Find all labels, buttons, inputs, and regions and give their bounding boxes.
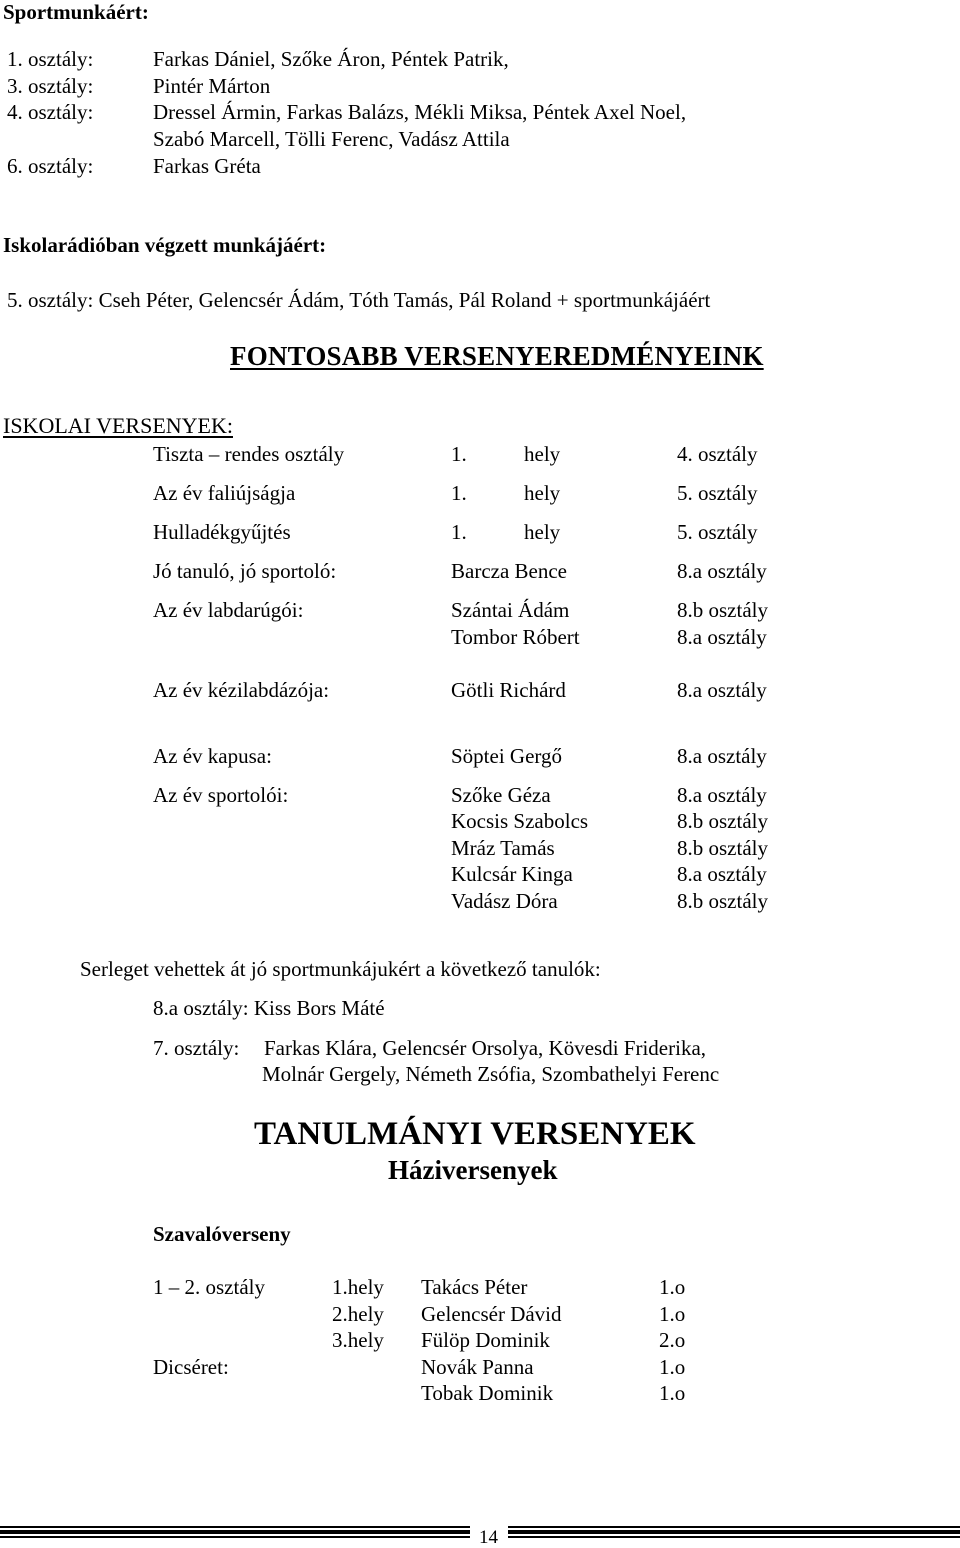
trophy-line-1: 8.a osztály: Kiss Bors Máté <box>153 996 385 1020</box>
school-row-3-name: Hulladékgyűjtés <box>153 520 291 544</box>
school-row-2-class: 5. osztály <box>677 481 758 505</box>
award-1-name: Barcza Bence <box>451 559 568 583</box>
award-2-category: Az év labdarúgói: <box>153 598 304 622</box>
sport-class-2: 3. osztály: <box>7 74 94 98</box>
award-6-class: 8.a osztály <box>677 783 767 807</box>
sport-class-3: 4. osztály: <box>7 100 94 124</box>
school-row-1-rank: 1. <box>451 442 467 466</box>
school-row-3-class: 5. osztály <box>677 520 758 544</box>
award-4-category: Az év kézilabdázója: <box>153 678 330 702</box>
sport-names-4: Szabó Marcell, Tölli Ferenc, Vadász Attila <box>153 127 510 151</box>
award-2-name: Szántai Ádám <box>451 598 570 622</box>
page-number: 14 <box>479 1527 498 1548</box>
school-competitions-title: ISKOLAI VERSENYEK: <box>3 413 233 438</box>
studies-row-3-place: 3.hely <box>332 1328 384 1352</box>
award-7-name: Kocsis Szabolcs <box>451 809 589 833</box>
award-10-name: Vadász Dóra <box>451 889 558 913</box>
section-title-sport: Sportmunkáért: <box>3 0 149 24</box>
studies-row-3-name: Fülöp Dominik <box>421 1328 550 1352</box>
sport-names-1: Farkas Dániel, Szőke Áron, Péntek Patrik, <box>153 47 509 71</box>
award-5-category: Az év kapusa: <box>153 744 272 768</box>
studies-row-2-place: 2.hely <box>332 1302 384 1326</box>
studies-row-4-name: Novák Panna <box>421 1355 534 1379</box>
school-row-2-name: Az év faliújságja <box>153 481 296 505</box>
studies-row-1-place: 1.hely <box>332 1275 384 1299</box>
award-8-class: 8.b osztály <box>677 836 768 860</box>
school-row-3-place: hely <box>524 520 561 544</box>
studies-row-4-class: 1.o <box>659 1355 686 1379</box>
sport-class-1: 1. osztály: <box>7 47 94 71</box>
award-6-name: Szőke Géza <box>451 783 551 807</box>
sport-class-5: 6. osztály: <box>7 154 94 178</box>
studies-row-5-class: 1.o <box>659 1381 686 1405</box>
sport-names-5: Farkas Gréta <box>153 154 261 178</box>
studies-row-1-class: 1.o <box>659 1275 686 1299</box>
studies-row-2-class: 1.o <box>659 1302 686 1326</box>
school-row-1-name: Tiszta – rendes osztály <box>153 442 345 466</box>
trophy-line-2-class: 7. osztály: <box>153 1036 240 1060</box>
award-5-name: Söptei Gergő <box>451 744 563 768</box>
award-4-name: Götli Richárd <box>451 678 566 702</box>
award-1-category: Jó tanuló, jó sportoló: <box>153 559 337 583</box>
award-7-class: 8.b osztály <box>677 809 768 833</box>
studies-row-1-group: 1 – 2. osztály <box>153 1275 265 1299</box>
school-row-3-rank: 1. <box>451 520 467 544</box>
award-9-class: 8.a osztály <box>677 862 767 886</box>
trophy-line-3-names: Molnár Gergely, Németh Zsófia, Szombathelyi Ferenc <box>262 1062 720 1086</box>
award-10-class: 8.b osztály <box>677 889 768 913</box>
award-1-class: 8.a osztály <box>677 559 767 583</box>
trophy-intro: Serleget vehettek át jó sportmunkájukért a következő tanulók: <box>80 957 601 981</box>
award-2-class: 8.b osztály <box>677 598 768 622</box>
sport-names-3: Dressel Ármin, Farkas Balázs, Mékli Miksa, Péntek Axel Noel, <box>153 100 687 124</box>
section-title-radio: Iskolarádióban végzett munkájáért: <box>3 233 327 257</box>
sport-names-2: Pintér Márton <box>153 74 271 98</box>
results-heading: FONTOSABB VERSENYEREDMÉNYEINK <box>230 341 764 371</box>
award-9-name: Kulcsár Kinga <box>451 862 573 886</box>
award-6-category: Az év sportolói: <box>153 783 289 807</box>
studies-row-1-name: Takács Péter <box>421 1275 528 1299</box>
trophy-line-2-names: Farkas Klára, Gelencsér Orsolya, Kövesdi Friderika, <box>264 1036 707 1060</box>
radio-line: 5. osztály: Cseh Péter, Gelencsér Ádám, Tóth Tamás, Pál Roland + sportmunkájáért <box>7 288 711 312</box>
award-8-name: Mráz Tamás <box>451 836 555 860</box>
studies-row-2-name: Gelencsér Dávid <box>421 1302 562 1326</box>
award-3-name: Tombor Róbert <box>451 625 580 649</box>
school-row-2-place: hely <box>524 481 561 505</box>
award-3-class: 8.a osztály <box>677 625 767 649</box>
studies-title: TANULMÁNYI VERSENYEK <box>254 1116 696 1152</box>
studies-row-3-class: 2.o <box>659 1328 686 1352</box>
studies-section-title: Szavalóverseny <box>153 1222 291 1246</box>
school-row-1-class: 4. osztály <box>677 442 758 466</box>
school-row-2-rank: 1. <box>451 481 467 505</box>
school-row-1-place: hely <box>524 442 561 466</box>
studies-row-4-group: Dicséret: <box>153 1355 229 1379</box>
studies-row-5-name: Tobak Dominik <box>421 1381 554 1405</box>
award-4-class: 8.a osztály <box>677 678 767 702</box>
award-5-class: 8.a osztály <box>677 744 767 768</box>
studies-subtitle: Háziversenyek <box>388 1155 558 1185</box>
